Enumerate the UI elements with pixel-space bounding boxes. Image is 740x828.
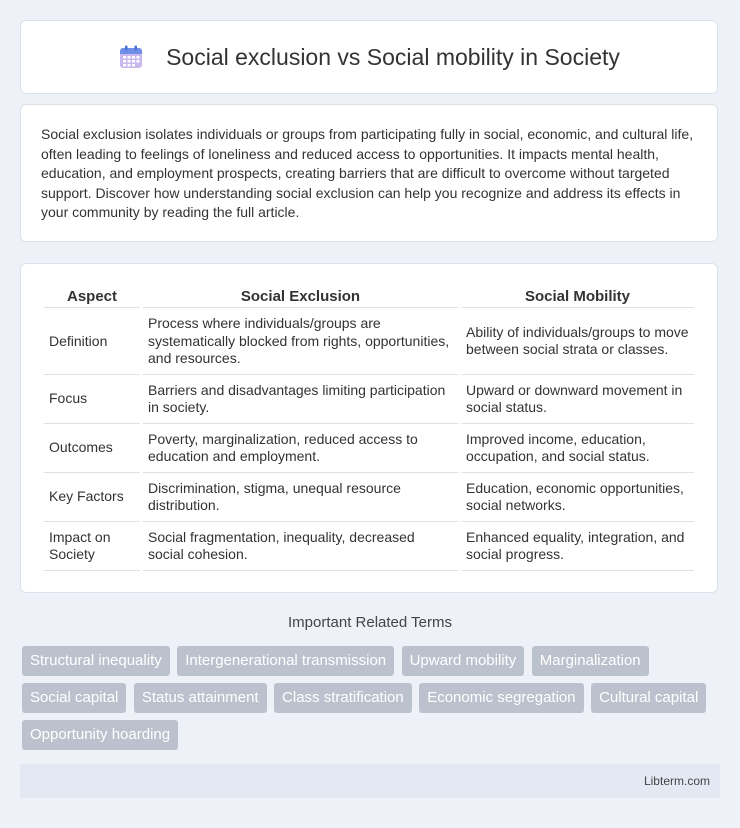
calendar-icon (118, 44, 144, 70)
aspect-cell: Definition (44, 308, 140, 375)
comparison-table-card (20, 263, 718, 593)
related-term-tag[interactable]: Cultural capital (591, 683, 706, 713)
social-mobility-cell: Education, economic opportunities, social networks. (461, 473, 694, 522)
table-row (44, 473, 694, 522)
page-title: Social exclusion vs Social mobility in Society (166, 43, 620, 70)
table-row (44, 375, 694, 424)
table-row (44, 424, 694, 473)
footer-site-link[interactable]: Libterm.com (643, 774, 710, 788)
aspect-cell: Key Factors (44, 473, 140, 522)
related-terms-title: Important Related Terms (288, 614, 452, 631)
intro-card (20, 104, 718, 242)
header-card (20, 20, 718, 94)
aspect-cell: Outcomes (44, 424, 140, 473)
social-exclusion-cell: Discrimination, stigma, unequal resource distribution. (143, 473, 458, 522)
comparison-table (41, 284, 697, 571)
footer (20, 764, 720, 798)
social-exclusion-cell: Social fragmentation, inequality, decreased social cohesion. (143, 522, 458, 571)
social-mobility-cell: Upward or downward movement in social status. (461, 375, 694, 424)
column-header-social-exclusion: Social Exclusion (143, 284, 458, 308)
related-term-tag[interactable]: Intergenerational transmission (177, 646, 394, 676)
aspect-cell: Focus (44, 375, 140, 424)
related-term-tag[interactable]: Economic segregation (419, 683, 583, 713)
aspect-cell: Impact on Society (44, 522, 140, 571)
social-mobility-cell: Improved income, education, occupation, and social status. (461, 424, 694, 473)
related-term-tag[interactable]: Marginalization (532, 646, 649, 676)
table-header-row (44, 284, 694, 308)
social-exclusion-cell: Barriers and disadvantages limiting participation in society. (143, 375, 458, 424)
table-row (44, 308, 694, 375)
social-exclusion-cell: Process where individuals/groups are systematically blocked from rights, opportunities, and resources. (143, 308, 458, 375)
intro-text: Social exclusion isolates individuals or groups from participating fully in social, economic, and cultural life, often leading to feelings of loneliness and reduced access to opportunities. It impacts mental health, education, and employment prospects, creating barriers that are difficult to overcome without targeted support. Discover how understanding social exclusion can help you recognize and address its effects in your community by reading the full article. (41, 126, 694, 220)
related-term-tag[interactable]: Upward mobility (402, 646, 525, 676)
table-row (44, 522, 694, 571)
column-header-aspect: Aspect (44, 284, 140, 308)
social-exclusion-cell: Poverty, marginalization, reduced access to education and employment. (143, 424, 458, 473)
column-header-social-mobility: Social Mobility (461, 284, 694, 308)
related-term-tag[interactable]: Status attainment (134, 683, 267, 713)
social-mobility-cell: Enhanced equality, integration, and social progress. (461, 522, 694, 571)
social-mobility-cell: Ability of individuals/groups to move between social strata or classes. (461, 308, 694, 375)
related-terms-list (22, 646, 722, 757)
related-term-tag[interactable]: Class stratification (274, 683, 412, 713)
related-term-tag[interactable]: Structural inequality (22, 646, 170, 676)
related-term-tag[interactable]: Social capital (22, 683, 126, 713)
related-term-tag[interactable]: Opportunity hoarding (22, 720, 178, 750)
